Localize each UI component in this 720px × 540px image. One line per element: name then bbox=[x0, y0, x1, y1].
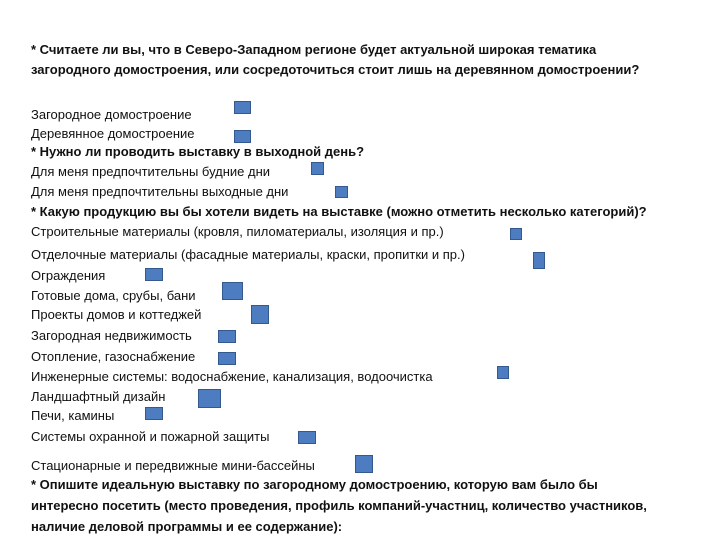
option-label: Загородная недвижимость bbox=[31, 328, 192, 343]
option-label: Загородное домостроение bbox=[31, 107, 192, 122]
option-label: Строительные материалы (кровля, пиломатериалы, изоляция и пр.) bbox=[31, 224, 444, 239]
question-4-line-2: интересно посетить (место проведения, профиль компаний-участниц, количество участников, bbox=[31, 498, 647, 513]
option-label: Инженерные системы: водоснабжение, канализация, водоочистка bbox=[31, 369, 433, 384]
question-2-title: * Нужно ли проводить выставку в выходной день? bbox=[31, 144, 365, 159]
checkbox[interactable] bbox=[234, 130, 251, 143]
checkbox[interactable] bbox=[198, 389, 221, 408]
option-label: Готовые дома, срубы, бани bbox=[31, 288, 196, 303]
checkbox[interactable] bbox=[533, 252, 545, 269]
checkbox[interactable] bbox=[234, 101, 251, 114]
question-4-line-1: * Опишите идеальную выставку по загородному домостроению, которую вам было бы bbox=[31, 477, 598, 492]
checkbox[interactable] bbox=[298, 431, 316, 444]
checkbox[interactable] bbox=[218, 330, 236, 343]
checkbox[interactable] bbox=[510, 228, 522, 240]
checkbox[interactable] bbox=[251, 305, 269, 324]
checkbox[interactable] bbox=[497, 366, 509, 379]
option-label: Для меня предпочтительны будние дни bbox=[31, 164, 271, 179]
question-3-title: * Какую продукцию вы бы хотели видеть на выставке (можно отметить несколько категорий)? bbox=[31, 204, 647, 219]
option-label: Стационарные и передвижные мини-бассейны bbox=[31, 458, 315, 473]
question-1-line-2: загородного домостроения, или сосредоточиться стоит лишь на деревянном домостроении? bbox=[31, 62, 640, 77]
option-label: Проекты домов и коттеджей bbox=[31, 307, 202, 322]
checkbox[interactable] bbox=[222, 282, 243, 300]
checkbox[interactable] bbox=[335, 186, 348, 198]
option-label: Ландшафтный дизайн bbox=[31, 389, 166, 404]
checkbox[interactable] bbox=[145, 407, 163, 420]
checkbox[interactable] bbox=[355, 455, 373, 473]
checkbox[interactable] bbox=[145, 268, 163, 281]
option-label: Для меня предпочтительны выходные дни bbox=[31, 184, 289, 199]
option-label: Системы охранной и пожарной защиты bbox=[31, 429, 270, 444]
option-label: Отопление, газоснабжение bbox=[31, 349, 196, 364]
option-label: Деревянное домостроение bbox=[31, 126, 195, 141]
checkbox[interactable] bbox=[311, 162, 324, 175]
question-1-line-1: * Считаете ли вы, что в Северо-Западном регионе будет актуальной широкая тематика bbox=[31, 42, 597, 57]
question-4-line-3: наличие деловой программы и ее содержание): bbox=[31, 519, 343, 534]
checkbox[interactable] bbox=[218, 352, 236, 365]
option-label: Печи, камины bbox=[31, 408, 115, 423]
option-label: Отделочные материалы (фасадные материалы, краски, пропитки и пр.) bbox=[31, 247, 465, 262]
option-label: Ограждения bbox=[31, 268, 106, 283]
